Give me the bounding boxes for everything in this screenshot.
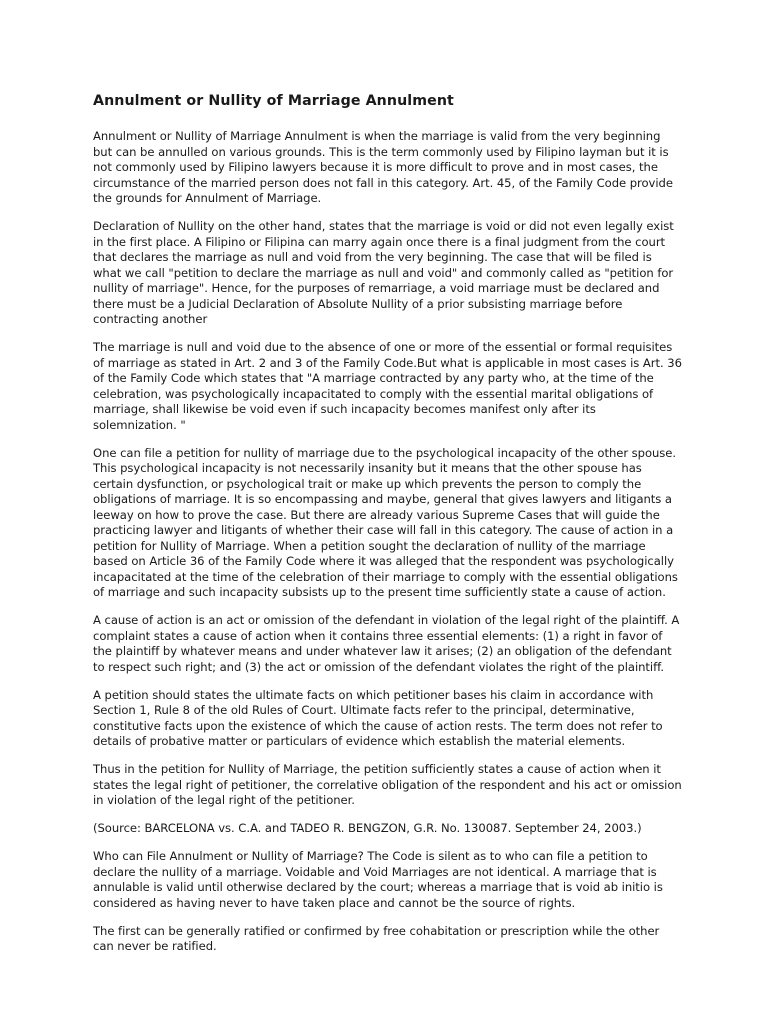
document-title: Annulment or Nullity of Marriage Annulment (93, 93, 454, 109)
paragraph-null-and-void: The marriage is null and void due to the absence of one or more of the essential or formal requisites of marriage as stated in Art. 2 and 3 of the Family Code.But what is applicable in most cases is Art. 36 of the Family Code which states that "A marriage contracted by any party who, at the time of the celebration, was psychologically incapacitated to comply with the essential marital obligations of marriage, shall likewise be void even if such incapacity becomes manifest only after its solemnization. " (93, 340, 682, 432)
paragraph-psychological-incapacity: One can file a petition for nullity of marriage due to the psychological incapacity of the other spouse. This psychological incapacity is not necessarily insanity but it means that the other spouse has certain dysfunction, or psychological trait or make up which prevents the person to comply the obligations of marriage. It is so encompassing and maybe, general that gives lawyers and litigants a leeway on how to prove the case. But there are already various Supreme Cases that will guide the practicing lawyer and litigants of whether their case will fall in this category. The cause of action in a petition for Nullity of Marriage. When a petition sought the declaration of nullity of the marriage based on Article 36 of the Family Code where it was alleged that the respondent was psychologically incapacitated at the time of the celebration of their marriage to comply with the essential obligations of marriage and such incapacity subsists up to the present time sufficiently state a cause of action. (93, 445, 678, 599)
paragraph-petition-sufficiency: Thus in the petition for Nullity of Marriage, the petition sufficiently states a cause of action when it states the legal right of petitioner, the correlative obligation of the respondent and his act or omission in violation of the legal right of the petitioner. (93, 762, 682, 807)
paragraph-declaration-of-nullity: Declaration of Nullity on the other hand, states that the marriage is void or did not even legally exist in the first place. A Filipino or Filipina can marry again once there is a final judgment from the court that declares the marriage as null and void from the very beginning. The case that will be filed is what we call "petition to declare the marriage as null and void" and commonly called as "petition for nullity of marriage". Hence, for the purposes of remarriage, a void marriage must be declared and there must be a Judicial Declaration of Absolute Nullity of a prior subsisting marriage before contracting another (93, 219, 674, 326)
document-body (93, 91, 683, 967)
paragraph-who-can-file: Who can File Annulment or Nullity of Marriage? The Code is silent as to who can file a petition to declare the nullity of a marriage. Voidable and Void Marriages are not identical. A marriage that is annulable is valid until otherwise declared by the court; whereas a marriage that is void ab initio is considered as having never to have taken place and cannot be the source of rights. (93, 849, 663, 910)
paragraph-ultimate-facts: A petition should states the ultimate facts on which petitioner bases his claim in accordance with Section 1, Rule 8 of the old Rules of Court. Ultimate facts refer to the principal, determinative, constitutive facts upon the existence of which the cause of action rests. The term does not refer to details of probative matter or particulars of evidence which establish the material elements. (93, 687, 663, 748)
paragraph-cause-of-action: A cause of action is an act or omission of the defendant in violation of the legal right of the plaintiff. A complaint states a cause of action when it contains three essential elements: (1) a right in favor of the plaintiff by whatever means and under whatever law it arises; (2) an obligation of the defendant to respect such right; and (3) the act or omission of the defendant violates the right of the plaintiff. (93, 613, 680, 674)
paragraph-annulment-definition: Annulment or Nullity of Marriage Annulment is when the marriage is valid from the very beginning but can be annulled on various grounds. This is the term commonly used by Filipino layman but it is not commonly used by Filipino lawyers because it is more difficult to prove and in most cases, the circumstance of the married person does not fall in this category. Art. 45, of the Family Code provide the grounds for Annulment of Marriage. (93, 129, 673, 205)
paragraph-source-citation: (Source: BARCELONA vs. C.A. and TADEO R. BENGZON, G.R. No. 130087. September 24, 2003.) (93, 821, 642, 835)
paragraph-ratification: The first can be generally ratified or confirmed by free cohabitation or prescription while the other can never be ratified. (93, 923, 660, 953)
